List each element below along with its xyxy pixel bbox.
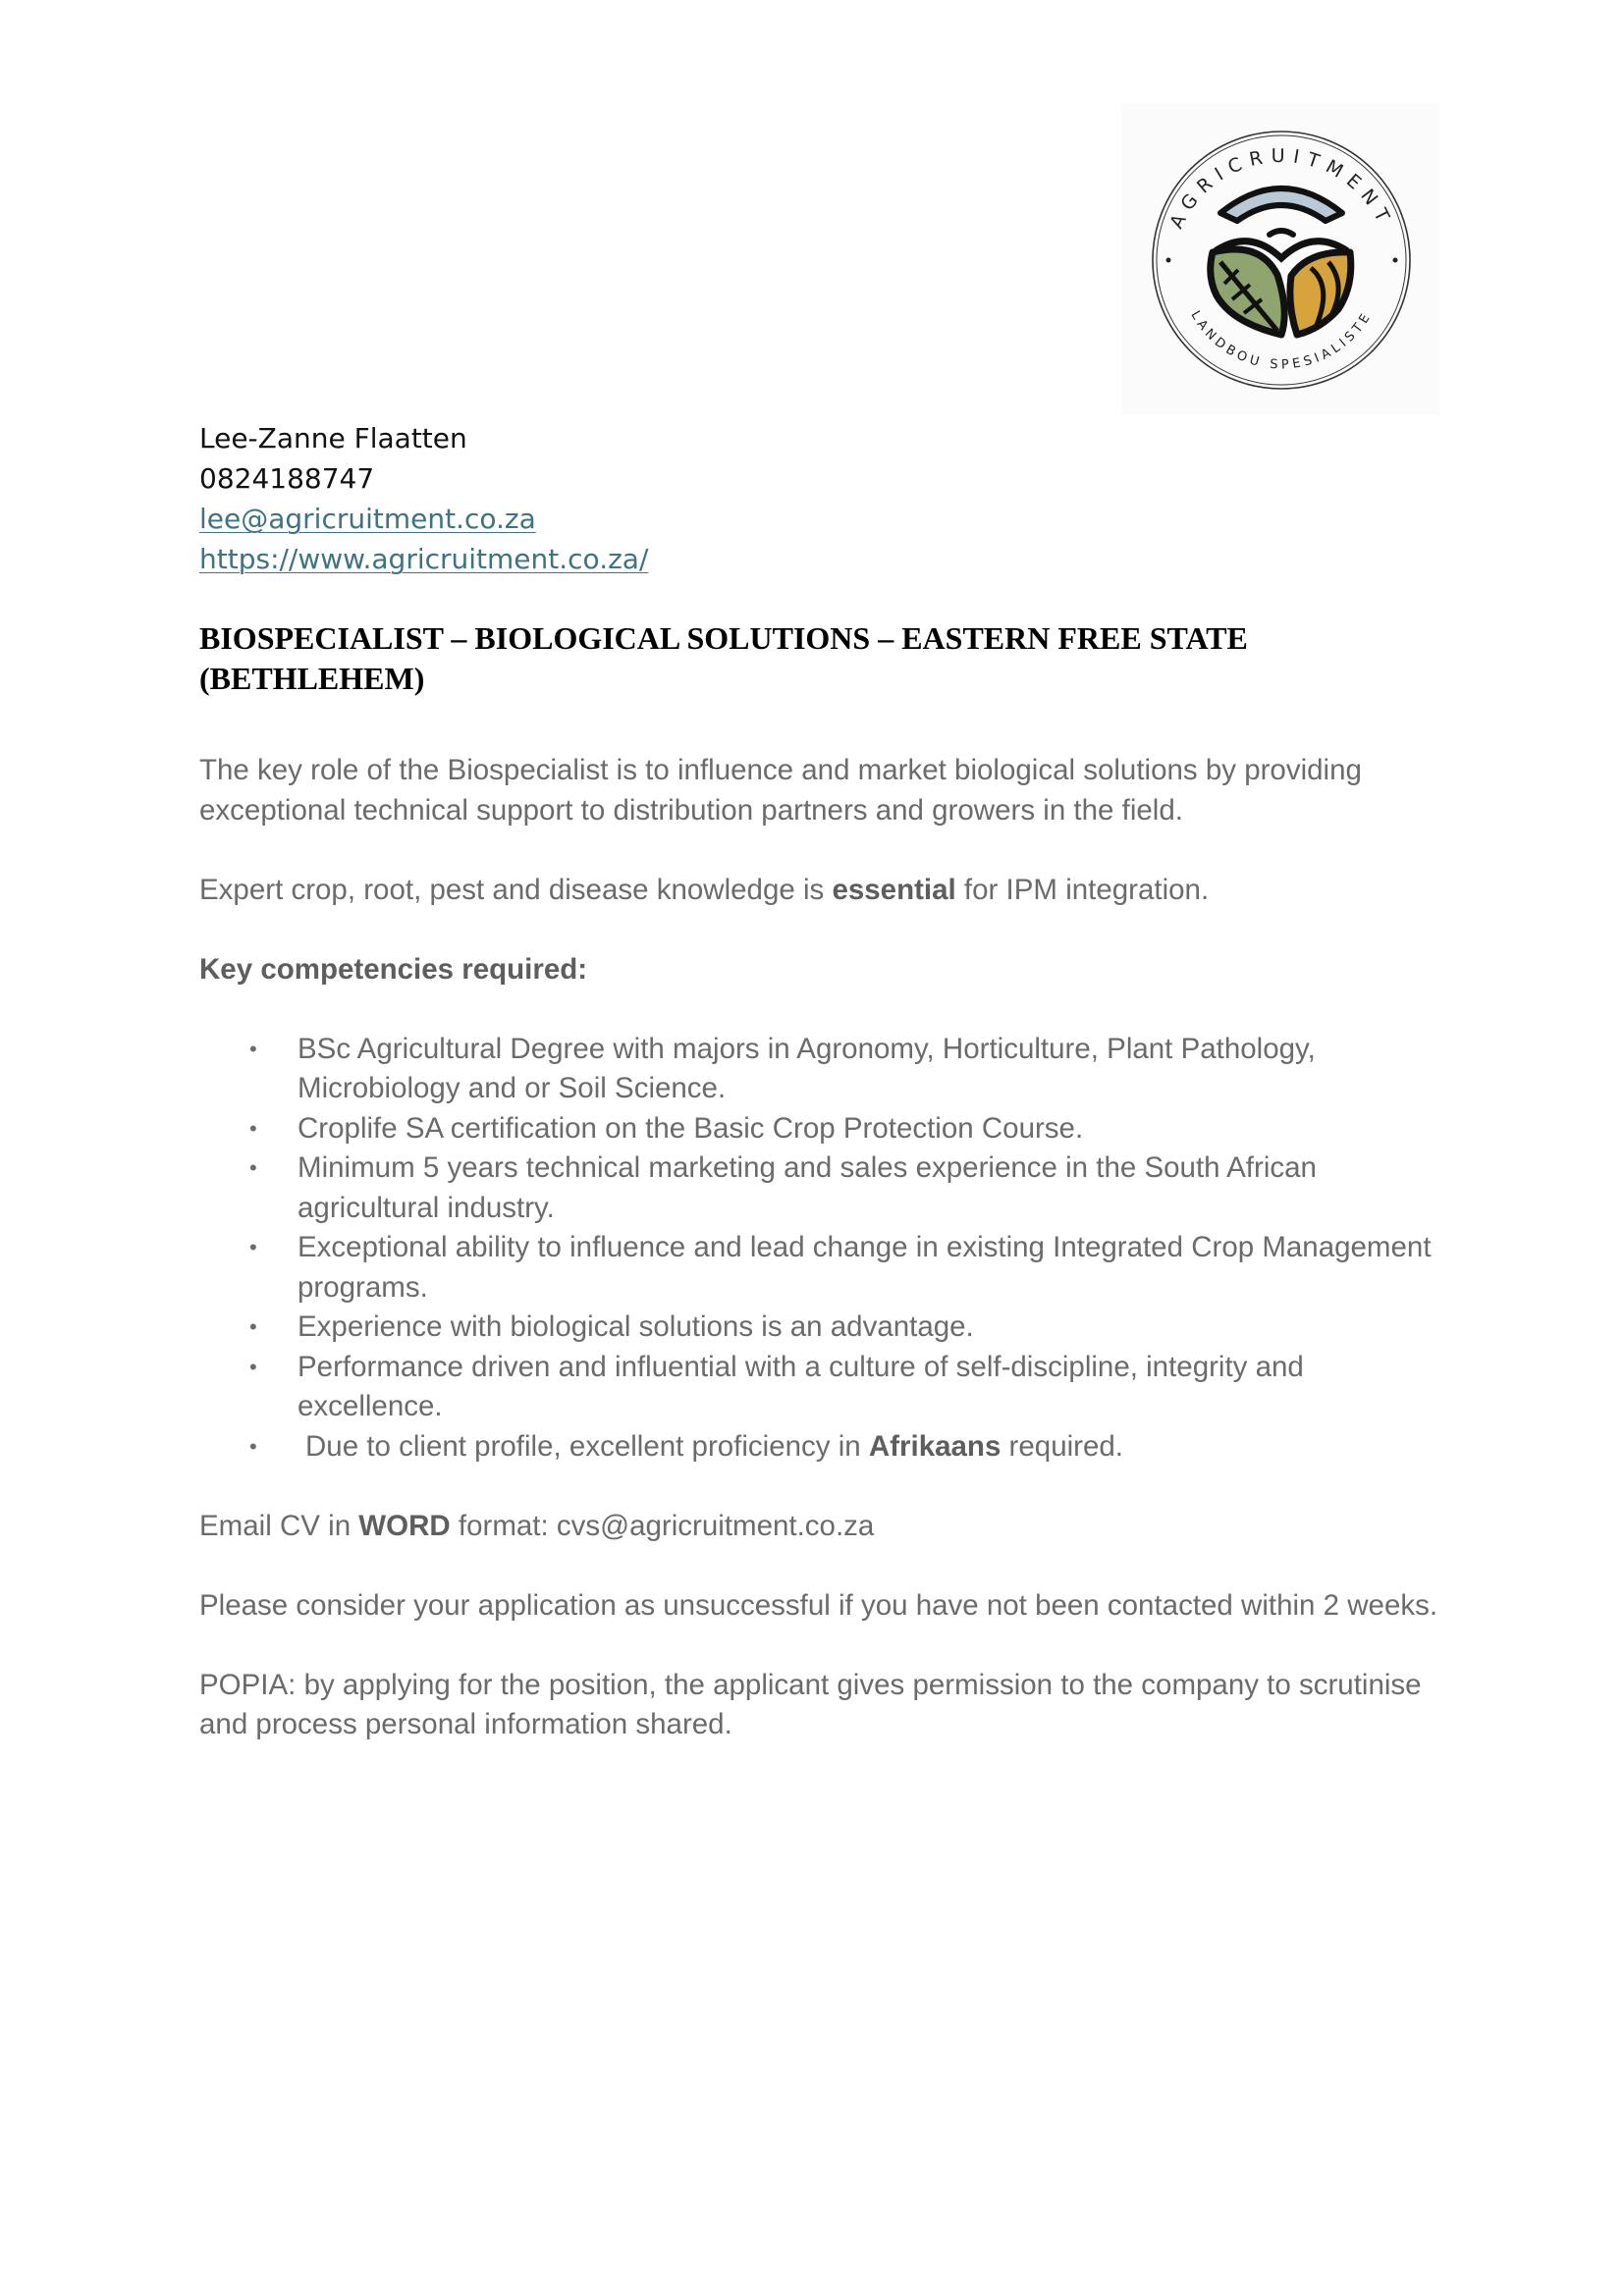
apply-paragraph [199, 1507, 1456, 1547]
logo-emblem-icon [1122, 103, 1439, 415]
bullet-icon: • [249, 1036, 257, 1061]
list-item-text: Croplife SA certification on the Basic Crop Protection Course. [298, 1111, 1084, 1145]
list-item-text: Due to client profile, excellent proficiency in [305, 1429, 869, 1463]
bullet-icon: • [249, 1115, 257, 1141]
knowledge-paragraph [199, 871, 1456, 911]
list-item-text: Experience with biological solutions is an advantage. [298, 1310, 974, 1343]
list-item [249, 1308, 1456, 1348]
afrikaans-emphasis: Afrikaans [868, 1429, 1001, 1463]
list-item [249, 1148, 1456, 1228]
website-link[interactable]: https://www.agricruitment.co.za/ [199, 543, 649, 575]
competencies-heading-text: Key competencies required: [199, 952, 588, 986]
list-item-text: BSc Agricultural Degree with majors in Agronomy, Horticulture, Plant Pathology, Microbiology and or Soil Science. [298, 1032, 1316, 1104]
bullet-icon: • [249, 1354, 257, 1379]
apply-text: Email CV in [199, 1509, 359, 1542]
job-title: BIOSPECIALIST – BIOLOGICAL SOLUTIONS – EASTERN FREE STATE (BETHLEHEM) [199, 620, 1248, 696]
list-item [249, 1348, 1456, 1427]
intro-paragraph: The key role of the Biospecialist is to influence and market biological solutions by providing exceptional technical support to distribution partners and growers in the field. [199, 754, 1362, 827]
list-item [249, 1427, 1456, 1468]
job-description [199, 751, 1456, 1785]
bullet-icon: • [249, 1314, 257, 1339]
contact-phone: 0824188747 [199, 462, 375, 495]
list-item-text: Exceptional ability to influence and lead change in existing Integrated Crop Management programs. [298, 1231, 1432, 1304]
bullet-icon: • [249, 1235, 257, 1259]
list-item-text: Minimum 5 years technical marketing and sales experience in the South African agricultural industry. [298, 1151, 1317, 1224]
knowledge-text-end: for IPM integration. [955, 873, 1210, 906]
apply-email-text: format: cvs@agricruitment.co.za [450, 1509, 875, 1542]
contact-email-link[interactable]: lee@agricruitment.co.za [199, 503, 536, 535]
contact-name: Lee-Zanne Flaatten [199, 422, 467, 454]
knowledge-text: Expert crop, root, pest and disease knowledge is [199, 873, 833, 906]
contact-block [199, 418, 648, 579]
bullet-icon: • [249, 1155, 257, 1180]
notice-paragraph: Please consider your application as unsuccessful if you have not been contacted within 2 weeks. [199, 1588, 1438, 1622]
agricruitment-logo [1122, 103, 1439, 415]
competencies-list [199, 1030, 1456, 1468]
popia-paragraph: POPIA: by applying for the position, the applicant gives permission to the company to scrutinise and process personal information shared. [199, 1668, 1422, 1740]
svg-text:AGRICRUITMENT: AGRICRUITMENT [1165, 144, 1397, 233]
competencies-heading [199, 950, 1456, 990]
knowledge-emphasis: essential [832, 873, 956, 906]
list-item-text: Performance driven and influential with a culture of self-discipline, integrity and excellence. [298, 1350, 1304, 1422]
svg-text:LANDBOU SPESIALISTE: LANDBOU SPESIALISTE [1187, 308, 1376, 373]
list-item-text-end: required. [1001, 1429, 1123, 1463]
list-item [249, 1030, 1456, 1109]
list-item [249, 1109, 1456, 1149]
bullet-icon: • [249, 1433, 257, 1459]
word-emphasis: WORD [358, 1509, 451, 1542]
list-item [249, 1228, 1456, 1308]
